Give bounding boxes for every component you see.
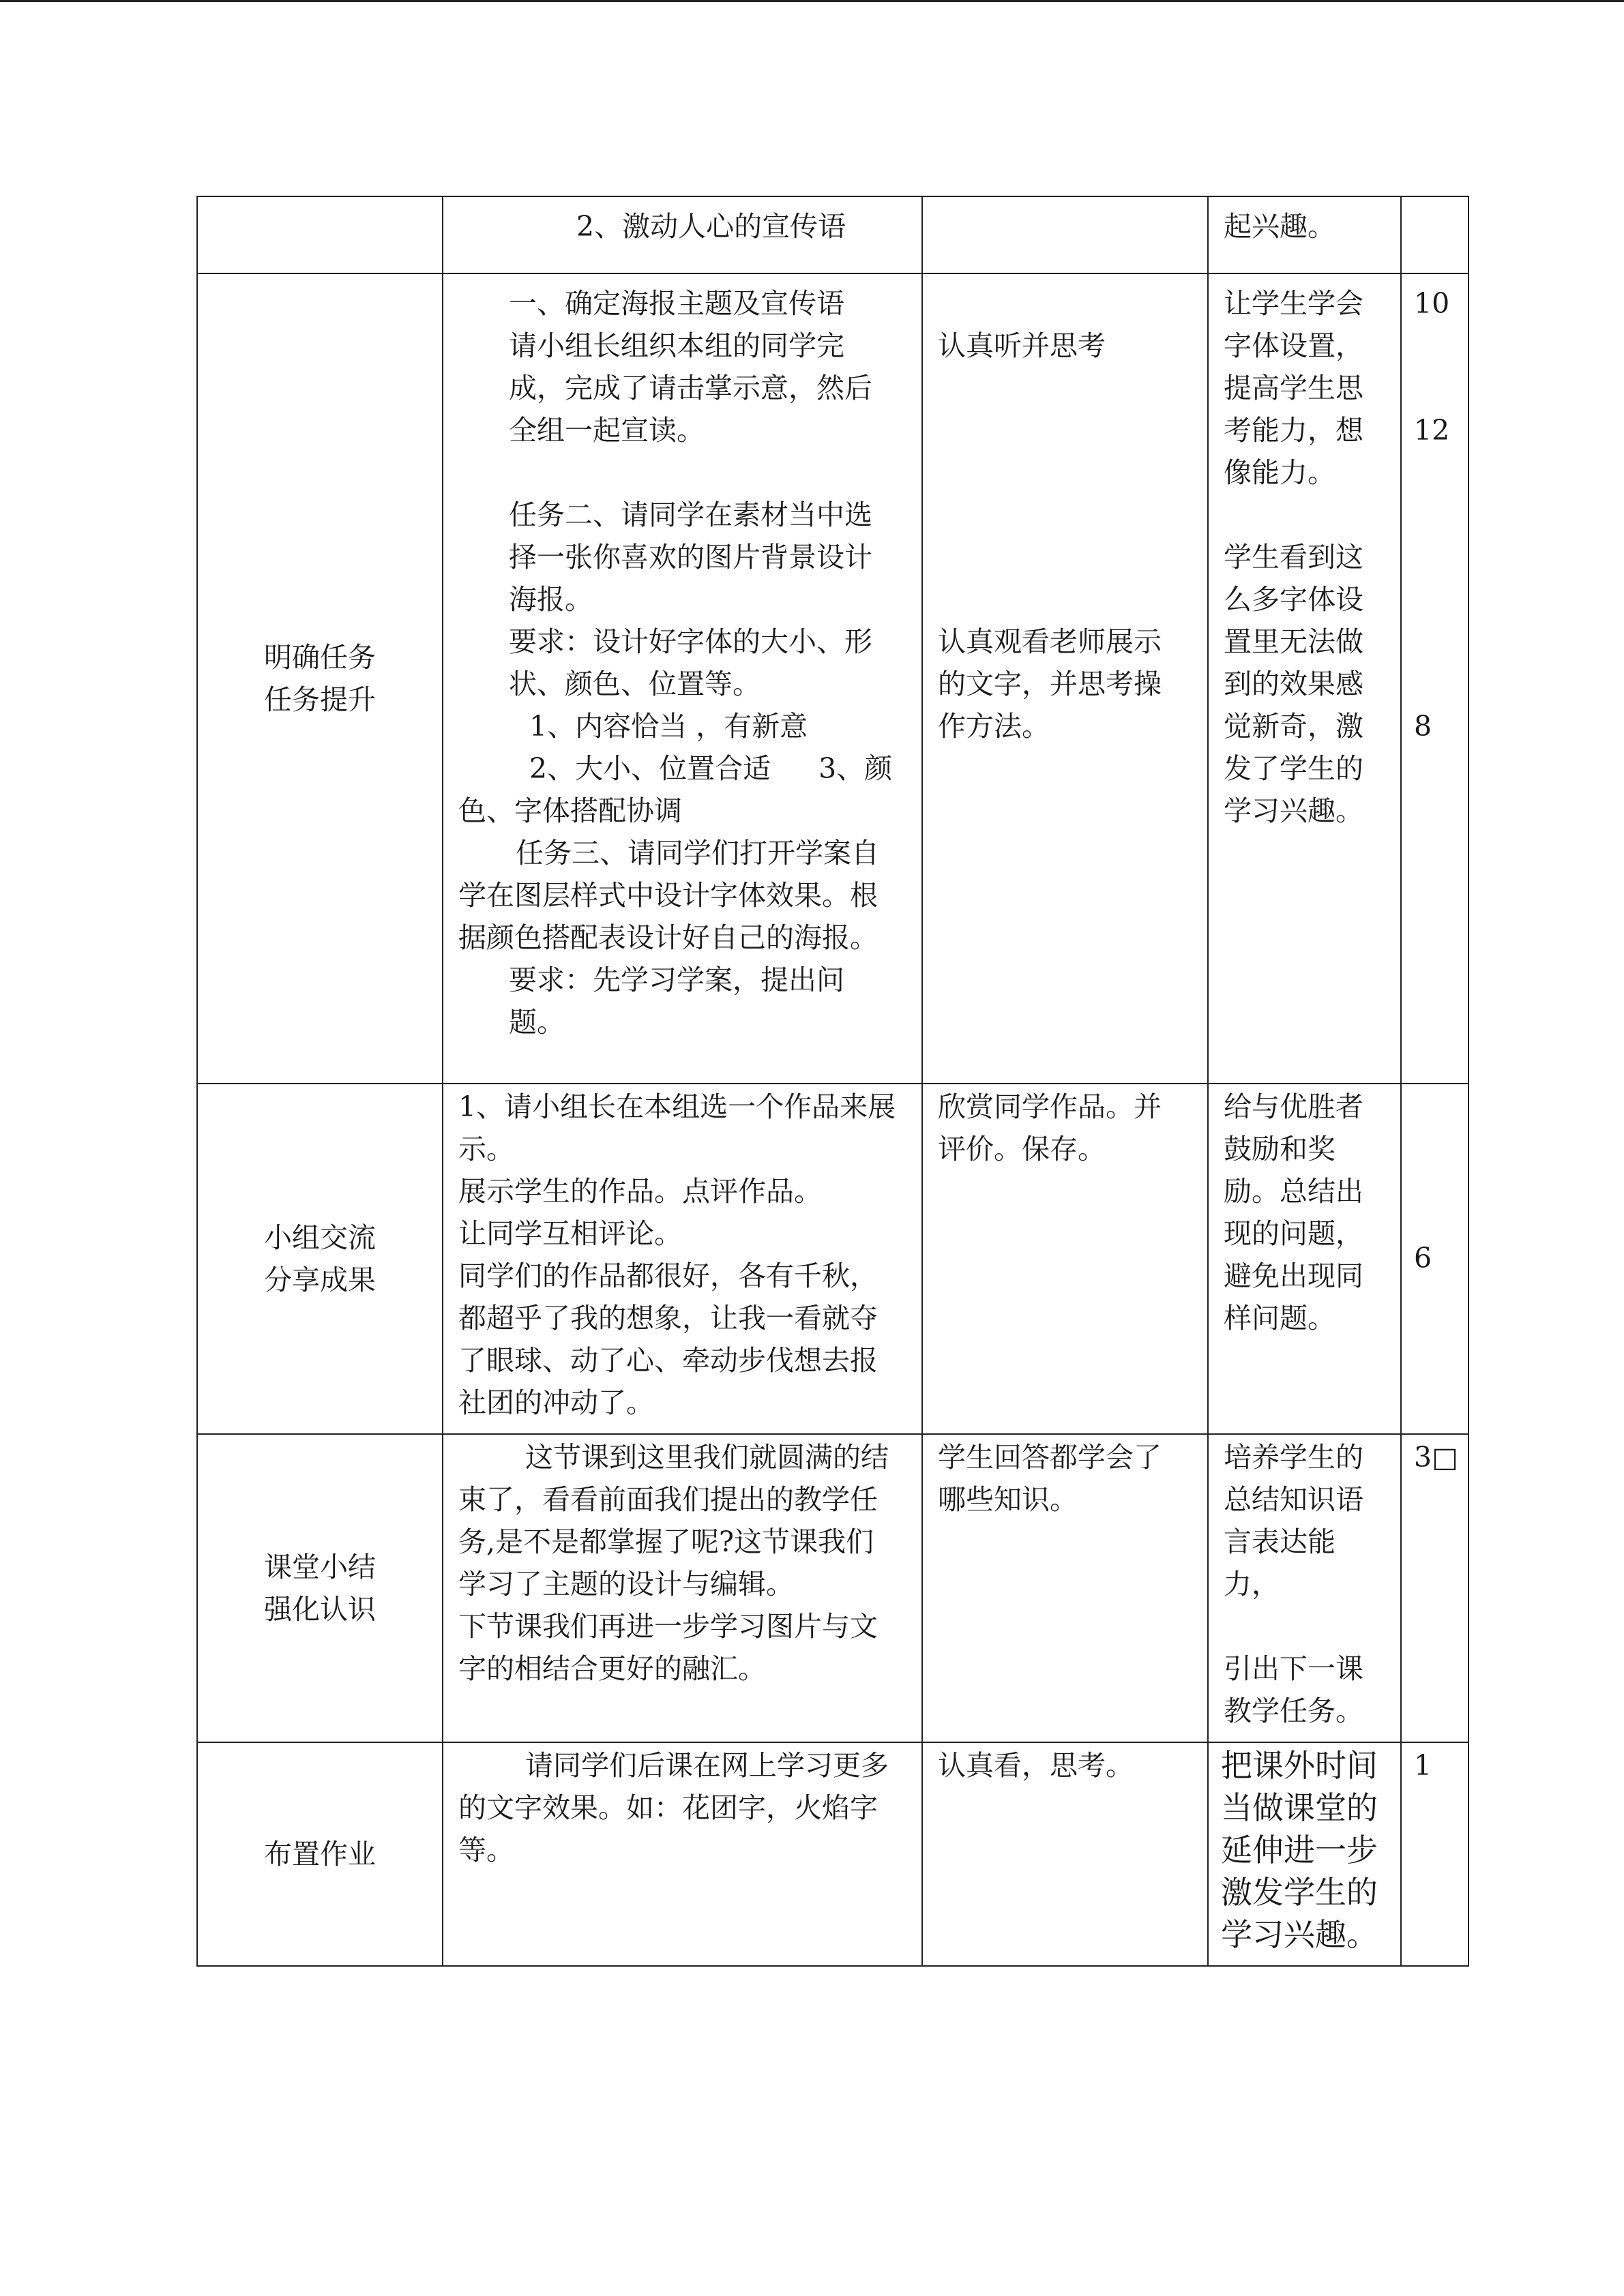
purpose-cell [1208,273,1401,1084]
teacher-line: 据颜色搭配表设计好自己的海报。 [458,921,878,954]
purpose-line: 避免出现同 [1224,1259,1363,1292]
teacher-line: 学在图层样式中设计字体效果。根 [458,879,878,912]
teacher-line: 1、请小组长在本组选一个作品来展 [458,1090,896,1123]
student-line: 的文字，并思考操 [938,668,1162,700]
purpose-line: 学习兴趣。 [1224,794,1363,827]
student-activity-cell [922,1742,1208,1966]
teacher-line: 请小组长组织本组的同学完 [509,329,844,362]
student-activity-cell [922,196,1208,273]
purpose-line: 发了学生的 [1224,752,1363,785]
time-value: 1 [1414,1749,1432,1782]
student-activity-cell [922,1084,1208,1434]
purpose-line: 字体设置， [1224,329,1363,362]
lesson-plan-table [196,196,1469,1967]
stage-label: 强化认识 [264,1593,376,1626]
teacher-line: 海报。 [509,583,593,616]
purpose-line: 鼓励和奖 [1224,1133,1335,1165]
stage-cell [197,196,443,273]
purpose-cell [1208,196,1401,273]
purpose-line: 学习兴趣。 [1221,1916,1378,1953]
teacher-line: 下节课我们再进一步学习图片与文 [458,1610,878,1643]
teacher-line: 字的相结合更好的融汇。 [458,1652,766,1685]
time-value: 6 [1414,1242,1432,1274]
stage-label: 分享成果 [264,1264,376,1296]
purpose-line: 置里无法做 [1224,625,1363,658]
teacher-activity-cell [443,273,922,1084]
teacher-line: 题。 [509,1006,565,1039]
stage-label: 任务提升 [264,683,376,716]
purpose-line: 提高学生思 [1224,372,1363,404]
time-value: 8 [1414,710,1432,743]
teacher-line: 一、确定海报主题及宣传语 [509,287,844,320]
purpose-line: 教学任务。 [1224,1695,1363,1727]
teacher-line: 全组一起宣读。 [509,414,705,447]
requirement-item: 色、字体搭配协调 [458,794,682,827]
teacher-line: 展示学生的作品。点评作品。 [458,1175,822,1208]
purpose-line: 起兴趣。 [1224,210,1335,243]
purpose-line: 像能力。 [1224,456,1335,489]
teacher-line: 示。 [458,1133,514,1165]
table-row-homework [197,1742,1468,1966]
table-row-task [197,273,1468,1084]
purpose-line: 励。总结出 [1224,1175,1363,1208]
purpose-cell [1208,1084,1401,1434]
requirement-item: 3、颜 [818,752,893,785]
teacher-line: 要求：设计好字体的大小、形 [509,625,872,658]
purpose-line: 言表达能 [1224,1525,1335,1558]
teacher-line: 了眼球、动了心、牵动步伐想去报 [458,1344,878,1377]
time-cell [1401,1742,1468,1966]
purpose-line: 延伸进一步 [1221,1832,1378,1868]
student-line: 哪些知识。 [938,1483,1078,1516]
student-line: 学生回答都学会了 [938,1441,1162,1474]
purpose-line: 给与优胜者 [1224,1090,1363,1123]
purpose-line: 引出下一课 [1224,1652,1363,1685]
student-line: 认真看，思考。 [938,1749,1134,1782]
time-value: 12 [1414,414,1450,447]
teacher-line: 务,是不是都掌握了呢?这节课我们 [458,1525,874,1558]
time-cell [1401,1434,1468,1742]
student-line: 欣赏同学作品。并 [938,1090,1162,1123]
purpose-line: 到的效果感 [1224,668,1363,700]
stage-label: 明确任务 [264,641,376,674]
student-line: 认真听并思考 [938,329,1106,362]
purpose-line: 考能力，想 [1224,414,1363,447]
purpose-cell [1208,1434,1401,1742]
teacher-line: 择一张你喜欢的图片背景设计 [509,541,872,573]
teacher-line: 束了，看看前面我们提出的教学任 [458,1483,878,1516]
teacher-line: 2、激动人心的宣传语 [576,210,846,243]
teacher-line: 要求：先学习学案，提出问 [509,964,844,996]
teacher-line: 同学们的作品都很好，各有千秋， [458,1259,878,1292]
requirement-item: 1、内容恰当 ，有新意 [529,710,808,743]
teacher-line: 状、颜色、位置等。 [509,668,761,700]
purpose-line: 样问题。 [1224,1302,1335,1335]
teacher-activity-cell [443,1084,922,1434]
teacher-line: 的文字效果。如：花团字，火焰字 [458,1791,878,1824]
teacher-line: 任务三、请同学们打开学案自 [516,837,879,869]
student-line: 作方法。 [938,710,1050,743]
purpose-line: 培养学生的 [1224,1441,1363,1474]
teacher-line: 任务二、请同学在素材当中选 [509,498,872,531]
time-cell [1401,196,1468,273]
student-line: 认真观看老师展示 [938,625,1162,658]
purpose-line: 么多字体设 [1224,583,1363,616]
time-value: 10 [1414,287,1450,320]
stage-cell [197,1434,443,1742]
teacher-line: 成，完成了请击掌示意，然后 [509,372,872,404]
requirement-item [458,747,906,790]
table-row-summary [197,1434,1468,1742]
purpose-cell [1208,1742,1401,1966]
stage-cell [197,273,443,1084]
teacher-line: 这节课到这里我们就圆满的结 [525,1441,889,1474]
teacher-activity-cell [443,1434,922,1742]
stage-cell [197,1084,443,1434]
student-activity-cell [922,1434,1208,1742]
table-row-share [197,1084,1468,1434]
stage-label: 布置作业 [264,1838,376,1870]
purpose-line: 力， [1224,1568,1280,1600]
purpose-line: 把课外时间 [1221,1747,1378,1784]
purpose-line: 激发学生的 [1221,1874,1378,1911]
teacher-line: 让同学互相评论。 [458,1217,682,1250]
purpose-line: 当做课堂的 [1221,1789,1378,1826]
stage-label: 小组交流 [264,1221,376,1254]
time-cell [1401,1084,1468,1434]
stage-cell [197,1742,443,1966]
purpose-line: 现的问题， [1224,1217,1363,1250]
teacher-line: 社团的冲动了。 [458,1386,654,1419]
teacher-line: 学习了主题的设计与编辑。 [458,1568,794,1600]
teacher-line: 都超乎了我的想象，让我一看就夺 [458,1302,878,1335]
purpose-line: 总结知识语 [1224,1483,1363,1516]
purpose-line: 觉新奇，激 [1224,710,1363,743]
purpose-line: 学生看到这 [1224,541,1363,573]
teacher-activity-cell [443,196,922,273]
teacher-line: 等。 [458,1834,514,1866]
page-top-border [0,0,1624,2]
teacher-line: 请同学们后课在网上学习更多 [525,1749,889,1782]
student-activity-cell [922,273,1208,1084]
stage-label: 课堂小结 [264,1551,376,1583]
teacher-activity-cell [443,1742,922,1966]
purpose-line: 让学生学会 [1224,287,1363,320]
time-value: 3□ [1414,1441,1458,1474]
requirement-item: 2、大小、位置合适 [529,752,771,785]
table-row-continuation [197,196,1468,273]
time-cell [1401,273,1468,1084]
student-line: 评价。保存。 [938,1133,1106,1165]
